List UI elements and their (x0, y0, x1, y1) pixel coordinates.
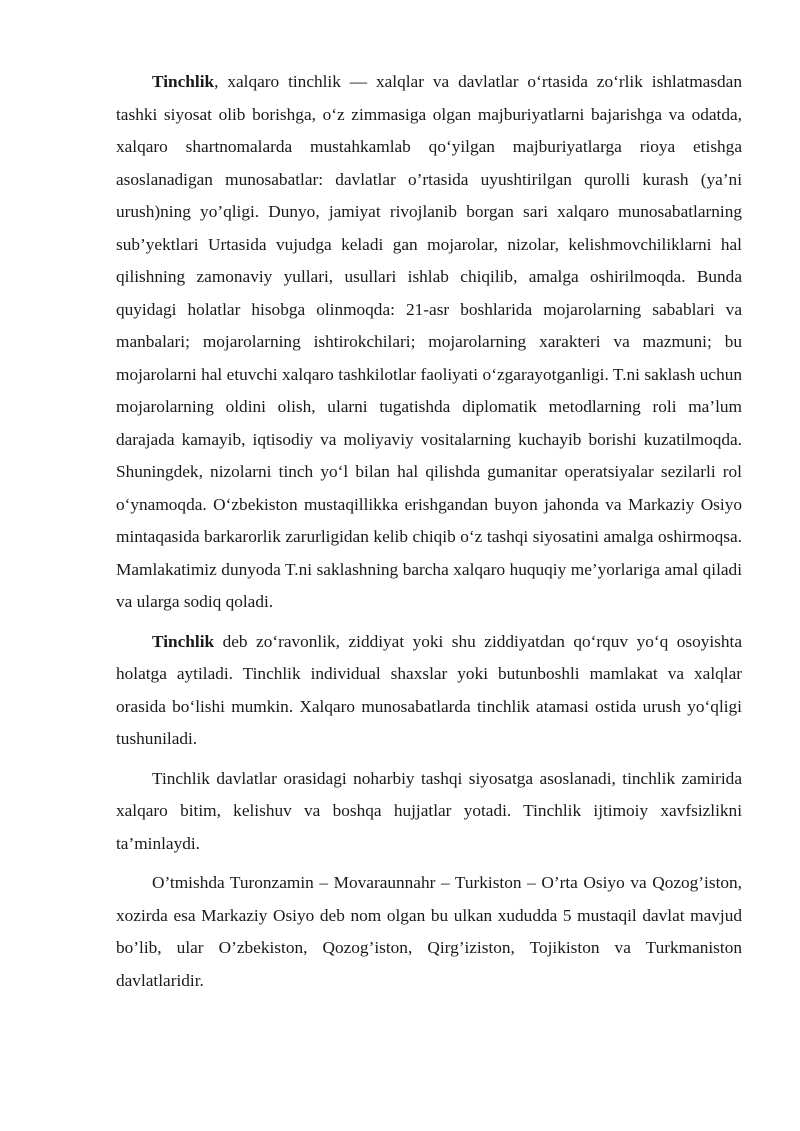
paragraph-text: deb zoʻravonlik, ziddiyat yoki shu ziddiyatdan qoʻrquv yoʻq osoyishta holatga aytiladi. Tinchlik individual shaxslar yoki butunboshli mamlakat va xalqlar orasida boʻlishi mumkin. Xalqaro munosabatlarda tinchlik atamasi ostida urush yoʻqligi tushuniladi. (116, 631, 742, 748)
paragraph-tinchlik-definition (116, 66, 742, 619)
paragraph-tinchlik-meaning (116, 626, 742, 756)
paragraph-text: , xalqaro tinchlik — xalqlar va davlatlar oʻrtasida zoʻrlik ishlatmasdan tashki siyosat olib borishga, oʻz zimmasiga olgan majburiyatlarni bajarishga va odatda, xalqaro shartnomalarda mustahkamlab qoʻyilgan majburiyatlarga rioya etishga asoslanadigan munosabatlar: davlatlar o’rtasida uyushtirilgan qurolli kurash (ya’ni urush)ning yo’qligi. Dunyo, jamiyat rivojlanib borgan sari xalqaro munosabatlarning sub’yektlari Urtasida vujudga keladi gan mojarolar, nizolar, kelishmovchiliklarni hal qilishning zamonaviy yullari, usullari ishlab chiqilib, amalga oshirilmoqda. Bunda quyidagi holatlar hisobga olinmoqda: 21-asr boshlarida mojarolarning sabablari va manbalari; mojarolarning ishtirokchilari; mojarolarning xarakteri va mazmuni; bu mojarolarni hal etuvchi xalqaro tashkilotlar faoliyati oʻzgarayotganligi. T.ni saklash uchun mojarolarning oldini olish, ularni tugatishda diplomatik metodlarning roli ma’lum darajada kamayib, iqtisodiy va moliyaviy vositalarning kuchayib borishi kuzatilmoqda. Shuningdek, nizolarni tinch yoʻl bilan hal qilishda gumanitar operatsiyalar sezilarli rol oʻynamoqda. Oʻzbekiston mustaqillikka erishgandan buyon jahonda va Markaziy Osiyo mintaqasida barkarorlik zarurligidan kelib chiqib oʻz tashqi siyosatini amalga oshirmoqsa. Mamlakatimiz dunyoda T.ni saklashning barcha xalqaro huquqiy me’yorlariga amal qiladi va ularga sodiq qoladi. (116, 72, 742, 611)
paragraph-text: Tinchlik davlatlar orasidagi noharbiy tashqi siyosatga asoslanadi, tinchlik zamirida xalqaro bitim, kelishuv va boshqa hujjatlar yotadi. Tinchlik ijtimoiy xavfsizlikni ta’minlaydi. (116, 768, 742, 853)
document-body (116, 66, 742, 1004)
paragraph-tinchlik-policy (116, 763, 742, 861)
term-tinchlik: Tinchlik (152, 72, 215, 91)
paragraph-central-asia (116, 867, 742, 997)
term-tinchlik: Tinchlik (152, 631, 215, 651)
paragraph-text: O’tmishda Turonzamin – Movaraunnahr – Turkiston – O’rta Osiyo va Qozog’iston, xozirda esa Markaziy Osiyo deb nom olgan bu ulkan xududda 5 mustaqil davlat mavjud bo’lib, ular O’zbekiston, Qozog’iston, Qirg’iziston, Tojikiston va Turkmaniston davlatlaridir. (116, 873, 742, 990)
